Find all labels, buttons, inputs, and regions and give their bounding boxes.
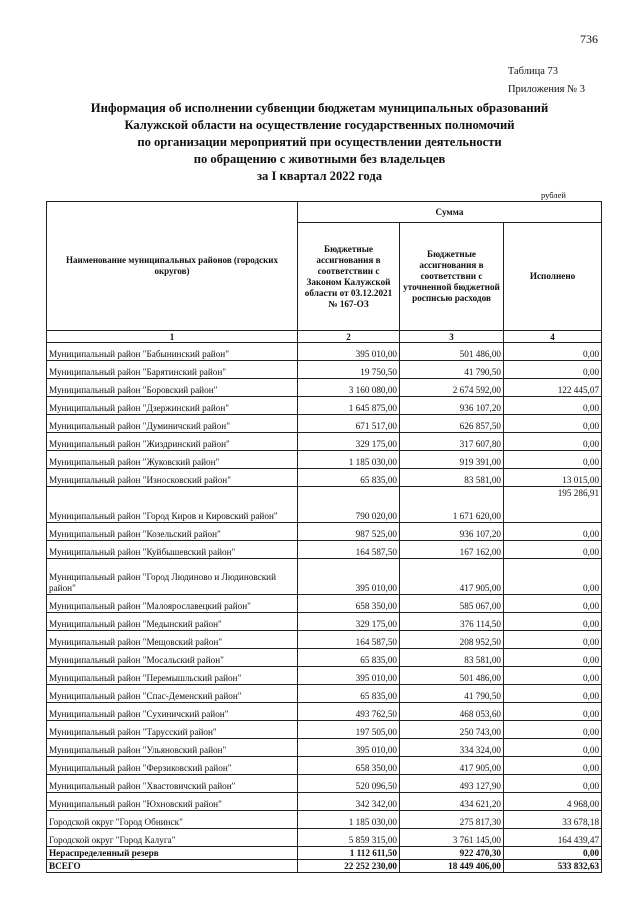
budget-revised-value: 434 621,20: [400, 793, 504, 811]
executed-value: 0,00: [504, 451, 602, 469]
table-row: [47, 343, 602, 361]
district-name: Муниципальный район "Боровский район": [47, 379, 298, 397]
executed-value: 0,00: [504, 361, 602, 379]
district-name: Муниципальный район "Мещовский район": [47, 631, 298, 649]
district-name: Муниципальный район "Малоярославецкий район": [47, 595, 298, 613]
table-label: Таблица 73: [507, 66, 558, 77]
budget-law-value: 329 175,00: [298, 433, 400, 451]
page-number: 736: [580, 32, 598, 46]
budget-law-value: 164 587,50: [298, 541, 400, 559]
budget-law-value: 395 010,00: [298, 343, 400, 361]
district-name: Муниципальный район "Дзержинский район": [47, 397, 298, 415]
budget-law-value: 3 160 080,00: [298, 379, 400, 397]
title-line: по обращению с животными без владельцев: [193, 152, 446, 166]
budget-revised-value: 334 324,00: [400, 739, 504, 757]
budget-revised-value: 417 905,00: [400, 757, 504, 775]
header-budget-law: Бюджетные ассигнования в соответствии с Законом Калужской области от 03.12.2021 № 167-ОЗ: [298, 223, 400, 331]
budget-revised-value: 468 053,60: [400, 703, 504, 721]
budget-revised-value: 208 952,50: [400, 631, 504, 649]
budget-law-value: 1 185 030,00: [298, 811, 400, 829]
budget-law-value: 19 750,50: [298, 361, 400, 379]
budget-law-value: 395 010,00: [298, 739, 400, 757]
unit-label: рублей: [541, 190, 566, 200]
district-name: Муниципальный район "Хвастовичский район": [47, 775, 298, 793]
district-name: Муниципальный район "Сухиничский район": [47, 703, 298, 721]
district-name: Муниципальный район "Куйбышевский район": [47, 541, 298, 559]
budget-law-value: 493 762,50: [298, 703, 400, 721]
budget-revised-value: 3 761 145,00: [400, 829, 504, 847]
executed-value: 0,00: [504, 739, 602, 757]
budget-revised-value: 41 790,50: [400, 685, 504, 703]
table-row: [47, 811, 602, 829]
budget-law-value: 65 835,00: [298, 649, 400, 667]
budget-law-value: 658 350,00: [298, 757, 400, 775]
executed-value: 0,00: [504, 775, 602, 793]
budget-revised-value: 919 391,00: [400, 451, 504, 469]
reserve-row-budget-revised: 922 470,30: [400, 847, 504, 860]
district-name: Муниципальный район "Ульяновский район": [47, 739, 298, 757]
title-line: за I квартал 2022 года: [256, 169, 383, 183]
table-row: [47, 541, 602, 559]
budget-law-value: 329 175,00: [298, 613, 400, 631]
reserve-row-executed: 0,00: [504, 847, 602, 860]
budget-revised-value: 1 671 620,00: [400, 487, 504, 523]
document-title: [0, 100, 639, 185]
budget-revised-value: 417 905,00: [400, 559, 504, 595]
col-index: 4: [504, 331, 602, 343]
budget-revised-value: 501 486,00: [400, 343, 504, 361]
table-row: [47, 721, 602, 739]
executed-value: 122 445,07: [504, 379, 602, 397]
executed-value: 0,00: [504, 433, 602, 451]
table-row: [47, 739, 602, 757]
district-name: Городской округ "Город Калуга": [47, 829, 298, 847]
budget-law-value: 5 859 315,00: [298, 829, 400, 847]
table-row: [47, 523, 602, 541]
table-row: [47, 469, 602, 487]
budget-law-value: 342 342,00: [298, 793, 400, 811]
district-name: Муниципальный район "Козельский район": [47, 523, 298, 541]
budget-revised-value: 2 674 592,00: [400, 379, 504, 397]
executed-value: 0,00: [504, 649, 602, 667]
total-row-budget-revised: 18 449 406,00: [400, 860, 504, 873]
district-name: Муниципальный район "Тарусский район": [47, 721, 298, 739]
table-row: [47, 379, 602, 397]
district-name: Муниципальный район "Юхновский район": [47, 793, 298, 811]
executed-value: 0,00: [504, 613, 602, 631]
budget-law-value: 395 010,00: [298, 667, 400, 685]
budget-law-value: 65 835,00: [298, 469, 400, 487]
budget-law-value: 671 517,00: [298, 415, 400, 433]
budget-revised-value: 275 817,30: [400, 811, 504, 829]
district-name: Муниципальный район "Жуковский район": [47, 451, 298, 469]
executed-value: 0,00: [504, 541, 602, 559]
budget-revised-value: 83 581,00: [400, 469, 504, 487]
table-row: [47, 631, 602, 649]
executed-value: 164 439,47: [504, 829, 602, 847]
title-line: по организации мероприятий при осуществлении деятельности: [137, 135, 502, 149]
table-row: [47, 361, 602, 379]
budget-revised-value: 501 486,00: [400, 667, 504, 685]
district-name: Муниципальный район "Жиздринский район": [47, 433, 298, 451]
table-row: [47, 703, 602, 721]
header-sum: Сумма: [298, 202, 602, 223]
budget-revised-value: 317 607,80: [400, 433, 504, 451]
table-row: [47, 649, 602, 667]
district-name: Муниципальный район "Бабынинский район": [47, 343, 298, 361]
col-index: 1: [47, 331, 298, 343]
appendix-label: Приложения № 3: [507, 84, 585, 95]
reserve-row: [47, 847, 602, 860]
district-name: Муниципальный район "Город Киров и Кировский район": [47, 487, 298, 523]
header-district-name: Наименование муниципальных районов (городских округов): [47, 202, 298, 331]
total-row-name: ВСЕГО: [47, 860, 298, 873]
executed-value: 0,00: [504, 757, 602, 775]
table-row: [47, 451, 602, 469]
budget-law-value: 65 835,00: [298, 685, 400, 703]
executed-value: 0,00: [504, 343, 602, 361]
budget-law-value: 987 525,00: [298, 523, 400, 541]
executed-value: 0,00: [504, 703, 602, 721]
executed-value: 0,00: [504, 559, 602, 595]
budget-law-value: 1 185 030,00: [298, 451, 400, 469]
budget-revised-value: 83 581,00: [400, 649, 504, 667]
table-row: [47, 415, 602, 433]
table-row: [47, 613, 602, 631]
district-name: Муниципальный район "Износковский район": [47, 469, 298, 487]
budget-revised-value: 167 162,00: [400, 541, 504, 559]
table-body: [47, 343, 602, 873]
executed-value: 0,00: [504, 631, 602, 649]
executed-value: 195 286,91: [504, 487, 602, 523]
col-index: 3: [400, 331, 504, 343]
executed-value: 0,00: [504, 595, 602, 613]
executed-value: 0,00: [504, 397, 602, 415]
district-name: Муниципальный район "Медынский район": [47, 613, 298, 631]
table-row: [47, 757, 602, 775]
table-row: [47, 829, 602, 847]
budget-law-value: 164 587,50: [298, 631, 400, 649]
table-row: [47, 487, 602, 523]
reserve-row-name: Нераспределенный резерв: [47, 847, 298, 860]
executed-value: 0,00: [504, 721, 602, 739]
executed-value: 0,00: [504, 415, 602, 433]
budget-revised-value: 626 857,50: [400, 415, 504, 433]
budget-revised-value: 376 114,50: [400, 613, 504, 631]
district-name: Городской округ "Город Обнинск": [47, 811, 298, 829]
total-row-executed: 533 832,63: [504, 860, 602, 873]
total-row: [47, 860, 602, 873]
executed-value: 0,00: [504, 523, 602, 541]
budget-revised-value: 493 127,90: [400, 775, 504, 793]
budget-revised-value: 936 107,20: [400, 523, 504, 541]
reserve-row-budget-law: 1 112 611,50: [298, 847, 400, 860]
table-row: [47, 793, 602, 811]
title-line: Информация об исполнении субвенции бюджетам муниципальных образований: [90, 101, 549, 115]
table-row: [47, 667, 602, 685]
col-index: 2: [298, 331, 400, 343]
budget-revised-value: 585 067,00: [400, 595, 504, 613]
district-name: Муниципальный район "Мосальский район": [47, 649, 298, 667]
budget-revised-value: 41 790,50: [400, 361, 504, 379]
executed-value: 33 678,18: [504, 811, 602, 829]
title-line: Калужской области на осуществление государственных полномочий: [124, 118, 515, 132]
district-name: Муниципальный район "Барятинский район": [47, 361, 298, 379]
executed-value: 0,00: [504, 667, 602, 685]
budget-law-value: 395 010,00: [298, 559, 400, 595]
district-name: Муниципальный район "Ферзиковский район": [47, 757, 298, 775]
table-row: [47, 433, 602, 451]
table-row: [47, 595, 602, 613]
district-name: Муниципальный район "Город Людиново и Людиновский район": [47, 559, 298, 595]
budget-law-value: 1 645 875,00: [298, 397, 400, 415]
budget-law-value: 197 505,00: [298, 721, 400, 739]
table-row: [47, 685, 602, 703]
budget-law-value: 520 096,50: [298, 775, 400, 793]
subvention-table: [46, 201, 602, 873]
header-budget-revised: Бюджетные ассигнования в соответствии с уточненной бюджетной росписью расходов: [400, 223, 504, 331]
table-row: [47, 397, 602, 415]
executed-value: 4 968,00: [504, 793, 602, 811]
district-name: Муниципальный район "Спас-Деменский район": [47, 685, 298, 703]
header-executed: Исполнено: [504, 223, 602, 331]
budget-revised-value: 250 743,00: [400, 721, 504, 739]
table-row: [47, 559, 602, 595]
executed-value: 13 015,00: [504, 469, 602, 487]
total-row-budget-law: 22 252 230,00: [298, 860, 400, 873]
executed-value: 0,00: [504, 685, 602, 703]
budget-law-value: 658 350,00: [298, 595, 400, 613]
table-row: [47, 775, 602, 793]
budget-law-value: 790 020,00: [298, 487, 400, 523]
budget-revised-value: 936 107,20: [400, 397, 504, 415]
district-name: Муниципальный район "Думиничский район": [47, 415, 298, 433]
district-name: Муниципальный район "Перемышльский район": [47, 667, 298, 685]
